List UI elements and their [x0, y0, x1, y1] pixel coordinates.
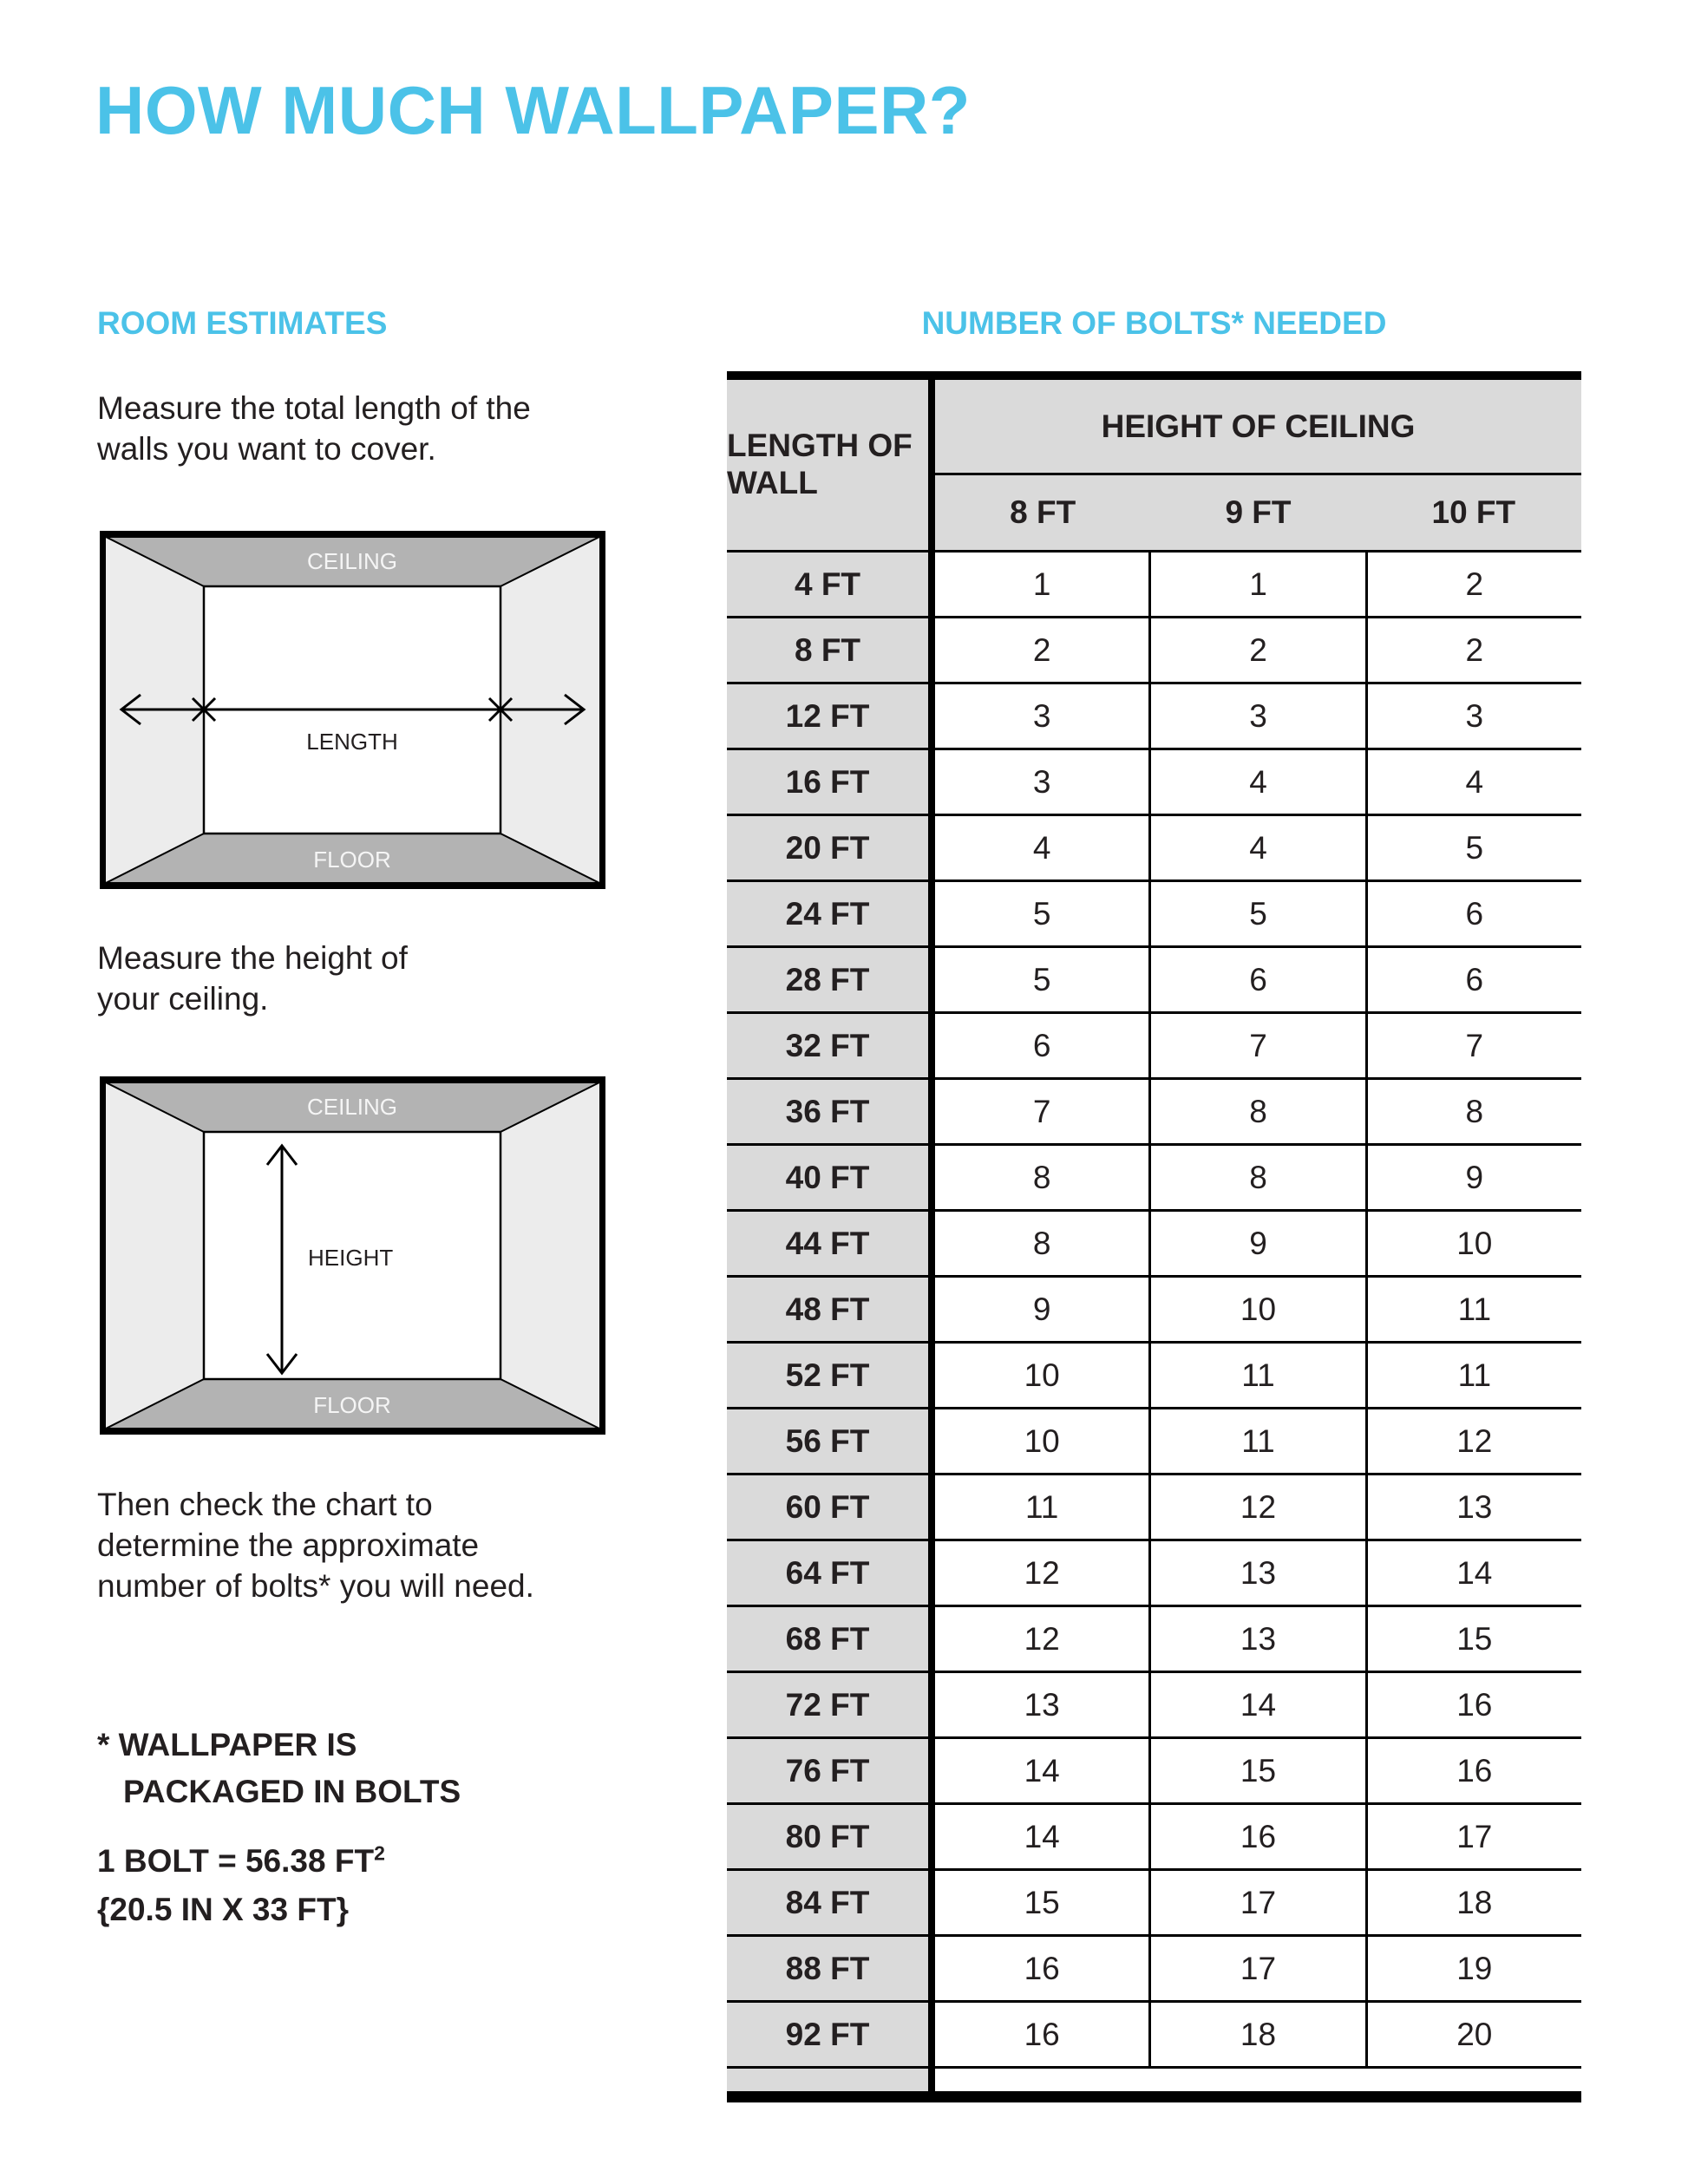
row-bolt-count: 11 [935, 1475, 1151, 1539]
table-bottom-bar [727, 2091, 1581, 2102]
bolt-size-text: 1 BOLT = 56.38 FT [97, 1843, 375, 1879]
ceiling-label: CEILING [306, 1094, 398, 1120]
row-bolt-count: 15 [1456, 1620, 1493, 1657]
table-row [727, 882, 1581, 948]
row-length-label: 44 FT [727, 1212, 935, 1275]
row-bolt-count: 16 [935, 1937, 1151, 2000]
table-row [727, 1673, 1581, 1739]
floor-label: FLOOR [313, 1392, 391, 1418]
row-bolt-count: 12 [1456, 1422, 1493, 1459]
footnote-line-1: * WALLPAPER IS [97, 1727, 357, 1762]
row-bolt-count: 13 [1456, 1488, 1493, 1525]
row-bolt-count: 13 [1151, 1541, 1367, 1605]
row-bolt-count: 7 [1151, 1014, 1367, 1077]
table-row [727, 816, 1581, 882]
row-bolt-count: 16 [935, 2003, 1151, 2066]
row-bolt-count: 2 [1465, 631, 1484, 668]
row-bolt-count: 8 [935, 1212, 1151, 1275]
row-bolt-count: 5 [1465, 829, 1484, 866]
room-height-diagram [100, 1076, 605, 1435]
row-bolt-count: 13 [935, 1673, 1151, 1736]
table-row [727, 1475, 1581, 1541]
row-bolt-count: 20 [1456, 2016, 1493, 2052]
table-row [727, 1080, 1581, 1146]
row-bolt-count: 6 [1151, 948, 1367, 1011]
row-bolt-count: 18 [1151, 2003, 1367, 2066]
page-title: HOW MUCH WALLPAPER? [95, 72, 971, 148]
row-bolt-count: 1 [1151, 553, 1367, 616]
table-row [727, 1739, 1581, 1805]
row-bolt-count: 8 [1151, 1146, 1367, 1209]
row-bolt-count: 14 [1151, 1673, 1367, 1736]
row-bolt-count: 14 [1456, 1554, 1493, 1591]
row-bolt-count: 14 [935, 1739, 1151, 1802]
row-length-label: 20 FT [727, 816, 935, 879]
row-length-label: 40 FT [727, 1146, 935, 1209]
row-bolt-count: 12 [935, 1541, 1151, 1605]
table-row [727, 1805, 1581, 1871]
table-row [727, 1607, 1581, 1673]
bolt-size-superscript: 2 [374, 1841, 385, 1865]
row-bolt-count: 6 [1465, 961, 1484, 997]
row-bolt-count: 11 [1151, 1409, 1367, 1473]
row-length-label: 8 FT [727, 618, 935, 682]
row-bolt-count: 10 [1456, 1225, 1493, 1261]
row-length-label: 76 FT [727, 1739, 935, 1802]
row-length-label: 48 FT [727, 1278, 935, 1341]
row-bolt-count: 4 [935, 816, 1151, 879]
row-length-label: 36 FT [727, 1080, 935, 1143]
row-bolt-count: 16 [1456, 1686, 1493, 1723]
row-length-label: 92 FT [727, 2003, 935, 2066]
length-of-wall-header [727, 380, 935, 550]
row-bolt-count: 7 [935, 1080, 1151, 1143]
table-row [727, 1278, 1581, 1344]
length-label: LENGTH [306, 729, 398, 755]
room-estimates-heading: ROOM ESTIMATES [97, 305, 388, 341]
row-bolt-count: 2 [1465, 566, 1484, 602]
table-row [727, 1541, 1581, 1607]
ceiling-label: CEILING [306, 548, 398, 574]
row-bolt-count: 8 [1151, 1080, 1367, 1143]
row-length-label: 52 FT [727, 1344, 935, 1407]
row-length-label: 12 FT [727, 684, 935, 748]
table-row [727, 1937, 1581, 2003]
instruction-chart: Then check the chart to determine the approximate number of bolts* you will need. [97, 1487, 534, 1604]
row-length-label: 72 FT [727, 1673, 935, 1736]
ceiling-header-group [935, 380, 1581, 550]
row-bolt-count: 3 [935, 750, 1151, 814]
row-bolt-count: 3 [1151, 684, 1367, 748]
row-length-label: 68 FT [727, 1607, 935, 1671]
room-length-diagram [100, 531, 605, 889]
row-bolt-count: 11 [1457, 1357, 1492, 1393]
row-bolt-count: 5 [1151, 882, 1367, 945]
bolt-size-line [97, 1837, 385, 1886]
row-bolt-count: 8 [935, 1146, 1151, 1209]
row-bolt-count: 2 [935, 618, 1151, 682]
bolt-dimensions-line: {20.5 IN X 33 FT} [97, 1891, 349, 1927]
bolt-size-note [97, 1837, 385, 1933]
row-bolt-count: 2 [1151, 618, 1367, 682]
row-length-label: 4 FT [727, 553, 935, 616]
row-bolt-count: 6 [1465, 895, 1484, 932]
ceiling-9ft-header: 9 FT [1225, 494, 1292, 530]
row-bolt-count: 16 [1151, 1805, 1367, 1868]
floor-label: FLOOR [313, 847, 391, 873]
table-row [727, 1146, 1581, 1212]
row-bolt-count: 9 [1151, 1212, 1367, 1275]
height-label: HEIGHT [308, 1245, 394, 1271]
row-bolt-count: 15 [935, 1871, 1151, 1934]
row-length-label: 64 FT [727, 1541, 935, 1605]
row-bolt-count: 7 [1465, 1027, 1484, 1063]
row-bolt-count: 10 [935, 1344, 1151, 1407]
table-row [727, 684, 1581, 750]
row-bolt-count: 3 [1465, 697, 1484, 734]
length-of-wall-header-text: LENGTH OF WALL [727, 428, 913, 500]
table-row [727, 1212, 1581, 1278]
row-length-label: 32 FT [727, 1014, 935, 1077]
row-bolt-count: 4 [1465, 763, 1484, 800]
bolts-table [727, 371, 1581, 2102]
table-row [727, 1871, 1581, 1937]
table-row [727, 948, 1581, 1014]
row-bolt-count: 17 [1151, 1871, 1367, 1934]
row-bolt-count: 8 [1465, 1093, 1484, 1129]
row-bolt-count: 4 [1151, 750, 1367, 814]
table-row [727, 618, 1581, 684]
ceiling-subheaders [935, 475, 1581, 550]
ceiling-10ft-header: 10 FT [1431, 494, 1516, 530]
table-row [727, 553, 1581, 618]
bolts-needed-heading: NUMBER OF BOLTS* NEEDED [921, 305, 1387, 341]
row-bolt-count: 9 [935, 1278, 1151, 1341]
table-row [727, 1409, 1581, 1475]
row-bolt-count: 17 [1151, 1937, 1367, 2000]
row-bolt-count: 3 [935, 684, 1151, 748]
row-bolt-count: 15 [1151, 1739, 1367, 1802]
row-bolt-count: 11 [1457, 1291, 1492, 1327]
row-bolt-count: 13 [1151, 1607, 1367, 1671]
wallpaper-footnote [97, 1722, 461, 1815]
row-bolt-count: 5 [935, 882, 1151, 945]
row-bolt-count: 1 [935, 553, 1151, 616]
row-length-label: 56 FT [727, 1409, 935, 1473]
table-footer-stub [727, 2069, 935, 2091]
row-length-label: 60 FT [727, 1475, 935, 1539]
row-length-label: 88 FT [727, 1937, 935, 2000]
row-bolt-count: 9 [1465, 1159, 1484, 1195]
row-bolt-count: 19 [1456, 1950, 1493, 1986]
instruction-height: Measure the height of your ceiling. [97, 940, 408, 1017]
row-bolt-count: 4 [1151, 816, 1367, 879]
table-row [727, 1344, 1581, 1409]
row-bolt-count: 17 [1456, 1818, 1493, 1854]
row-bolt-count: 14 [935, 1805, 1151, 1868]
instruction-length: Measure the total length of the walls you want to cover. [97, 390, 531, 467]
row-length-label: 24 FT [727, 882, 935, 945]
row-length-label: 28 FT [727, 948, 935, 1011]
footnote-line-2: PACKAGED IN BOLTS [123, 1773, 461, 1809]
bolt-table-body [727, 553, 1581, 2069]
table-row [727, 2003, 1581, 2069]
row-bolt-count: 10 [935, 1409, 1151, 1473]
row-length-label: 84 FT [727, 1871, 935, 1934]
row-bolt-count: 12 [1151, 1475, 1367, 1539]
row-length-label: 16 FT [727, 750, 935, 814]
ceiling-8ft-header: 8 FT [1010, 494, 1076, 530]
table-header [727, 380, 1581, 553]
height-of-ceiling-header: HEIGHT OF CEILING [935, 380, 1581, 475]
table-row [727, 1014, 1581, 1080]
row-bolt-count: 11 [1151, 1344, 1367, 1407]
row-bolt-count: 12 [935, 1607, 1151, 1671]
table-row [727, 750, 1581, 816]
row-bolt-count: 18 [1456, 1884, 1493, 1920]
row-bolt-count: 10 [1151, 1278, 1367, 1341]
row-bolt-count: 16 [1456, 1752, 1493, 1788]
row-bolt-count: 5 [935, 948, 1151, 1011]
row-length-label: 80 FT [727, 1805, 935, 1868]
row-bolt-count: 6 [935, 1014, 1151, 1077]
